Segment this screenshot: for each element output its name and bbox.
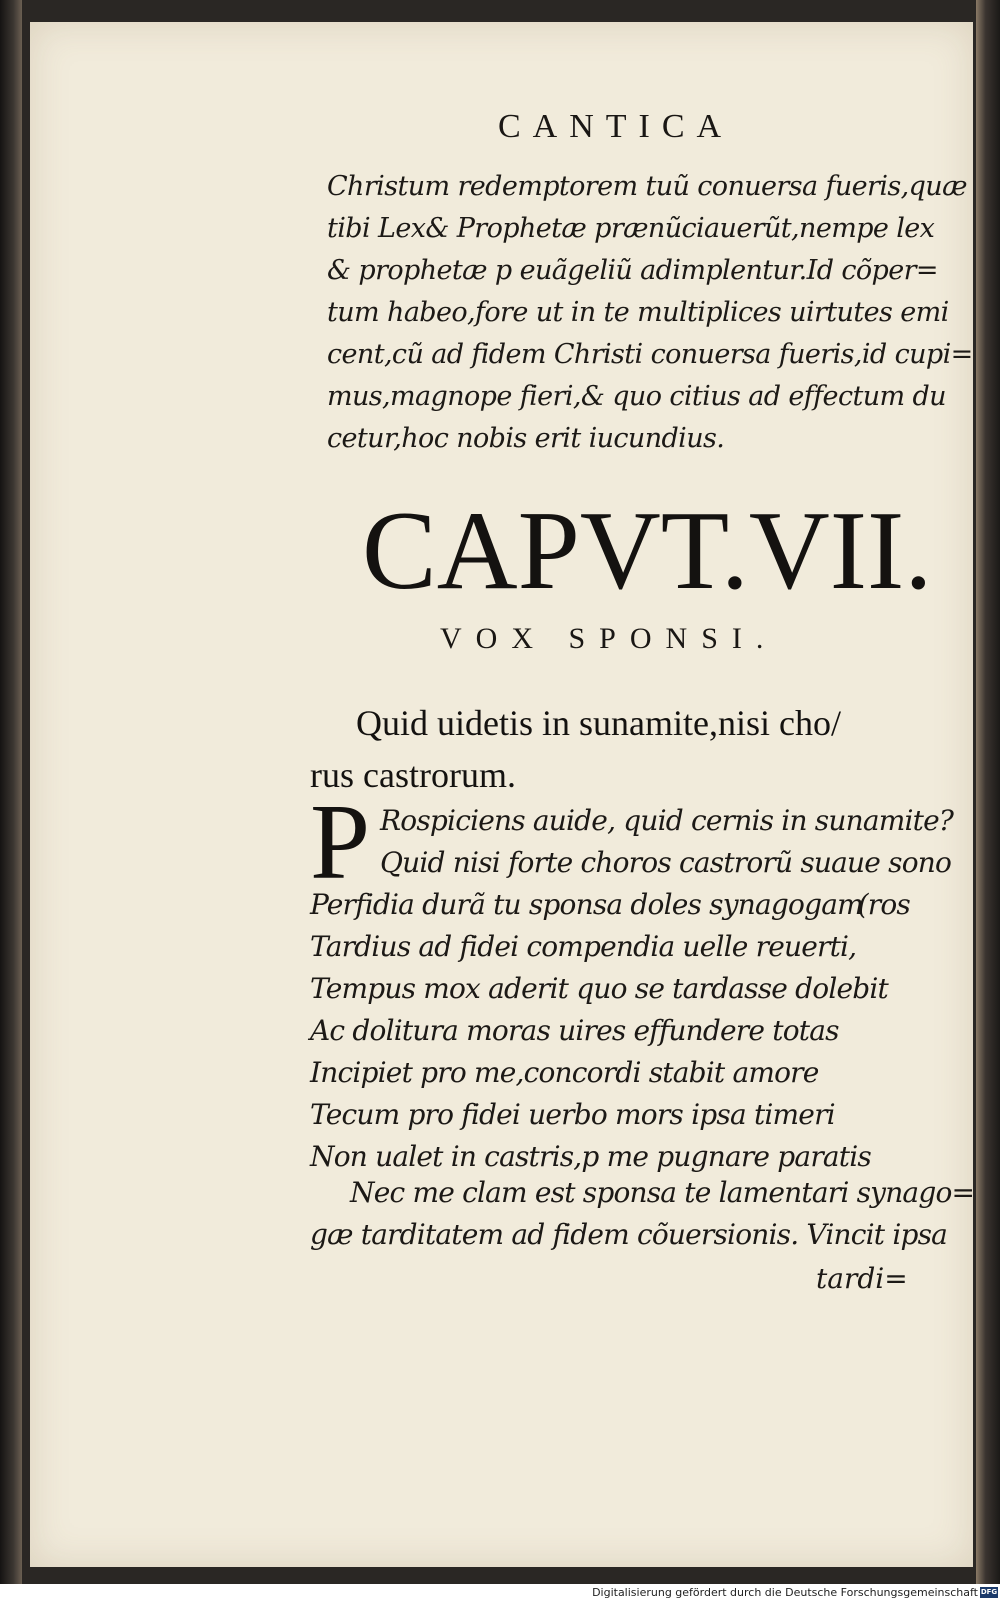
poem-carryover: (ros — [857, 888, 910, 921]
paragraph-line: tibi Lex& Prophetæ prænũciauerũt,nempe lex — [327, 213, 935, 244]
poem-line: Tardius ad fidei compendia uelle reuerti, — [310, 930, 857, 963]
poem-line-wrapper — [310, 884, 940, 926]
poem-line: Tempus mox aderit quo se tardasse dolebit — [310, 972, 888, 1005]
drop-capital: P — [310, 783, 371, 902]
speaker-heading: VOX SPONSI. — [440, 622, 778, 655]
poem-line: Quid nisi forte choros castrorũ suaue sono — [380, 846, 952, 879]
paragraph-line: mus,magnope fieri,& quo citius ad effectum du — [327, 381, 946, 412]
poem-line: Rospiciens auide, quid cernis in sunamite? — [380, 804, 954, 837]
catchword: tardi= — [816, 1262, 908, 1295]
dfg-logo: DFG — [980, 1588, 998, 1596]
prose-line: gæ tarditatem ad fidem cõuersionis. Vincit ipsa — [310, 1218, 948, 1251]
commentary-paragraph — [327, 166, 973, 460]
book-spine-edge — [0, 0, 22, 1584]
prose-paragraph — [310, 1172, 975, 1256]
poem-line: Non ualet in castris,p me pugnare paratis — [310, 1140, 871, 1173]
paragraph-line: cetur,hoc nobis erit iucundius. — [327, 423, 725, 454]
paragraph-line: Christum redemptorem tuũ conuersa fueris,quæ — [327, 171, 967, 202]
poem-line: Ac dolitura moras uires effundere totas — [310, 1014, 839, 1047]
prose-line: Nec me clam est sponsa te lamentari synago= — [350, 1176, 975, 1209]
running-head: CANTICA — [498, 108, 734, 145]
paragraph-line: cent,cũ ad fidem Christi conuersa fueris,id cupi= — [327, 339, 973, 370]
verse-heading-line: rus castrorum. — [310, 755, 516, 795]
digitization-credit: Digitalisierung gefördert durch die Deutsche Forschungsgemeinschaft — [592, 1586, 978, 1599]
poem-line: Perfidia durã tu sponsa doles synagogam — [310, 888, 863, 921]
verse-heading — [310, 697, 940, 801]
paragraph-line: & prophetæ p euãgeliũ adimplentur.Id cõper= — [327, 255, 938, 286]
chapter-title: CAPVT.VII. — [362, 489, 933, 613]
verse-heading-line: Quid uidetis in sunamite,nisi cho/ — [356, 703, 841, 743]
poem-block — [310, 783, 954, 1178]
poem-line: Incipiet pro me,concordi stabit amore — [310, 1056, 819, 1089]
page-stack-edge — [976, 0, 1000, 1584]
paragraph-line: tum habeo,fore ut in te multiplices uirtutes emi — [327, 297, 949, 328]
poem-line: Tecum pro fidei uerbo mors ipsa timeri — [310, 1098, 835, 1131]
